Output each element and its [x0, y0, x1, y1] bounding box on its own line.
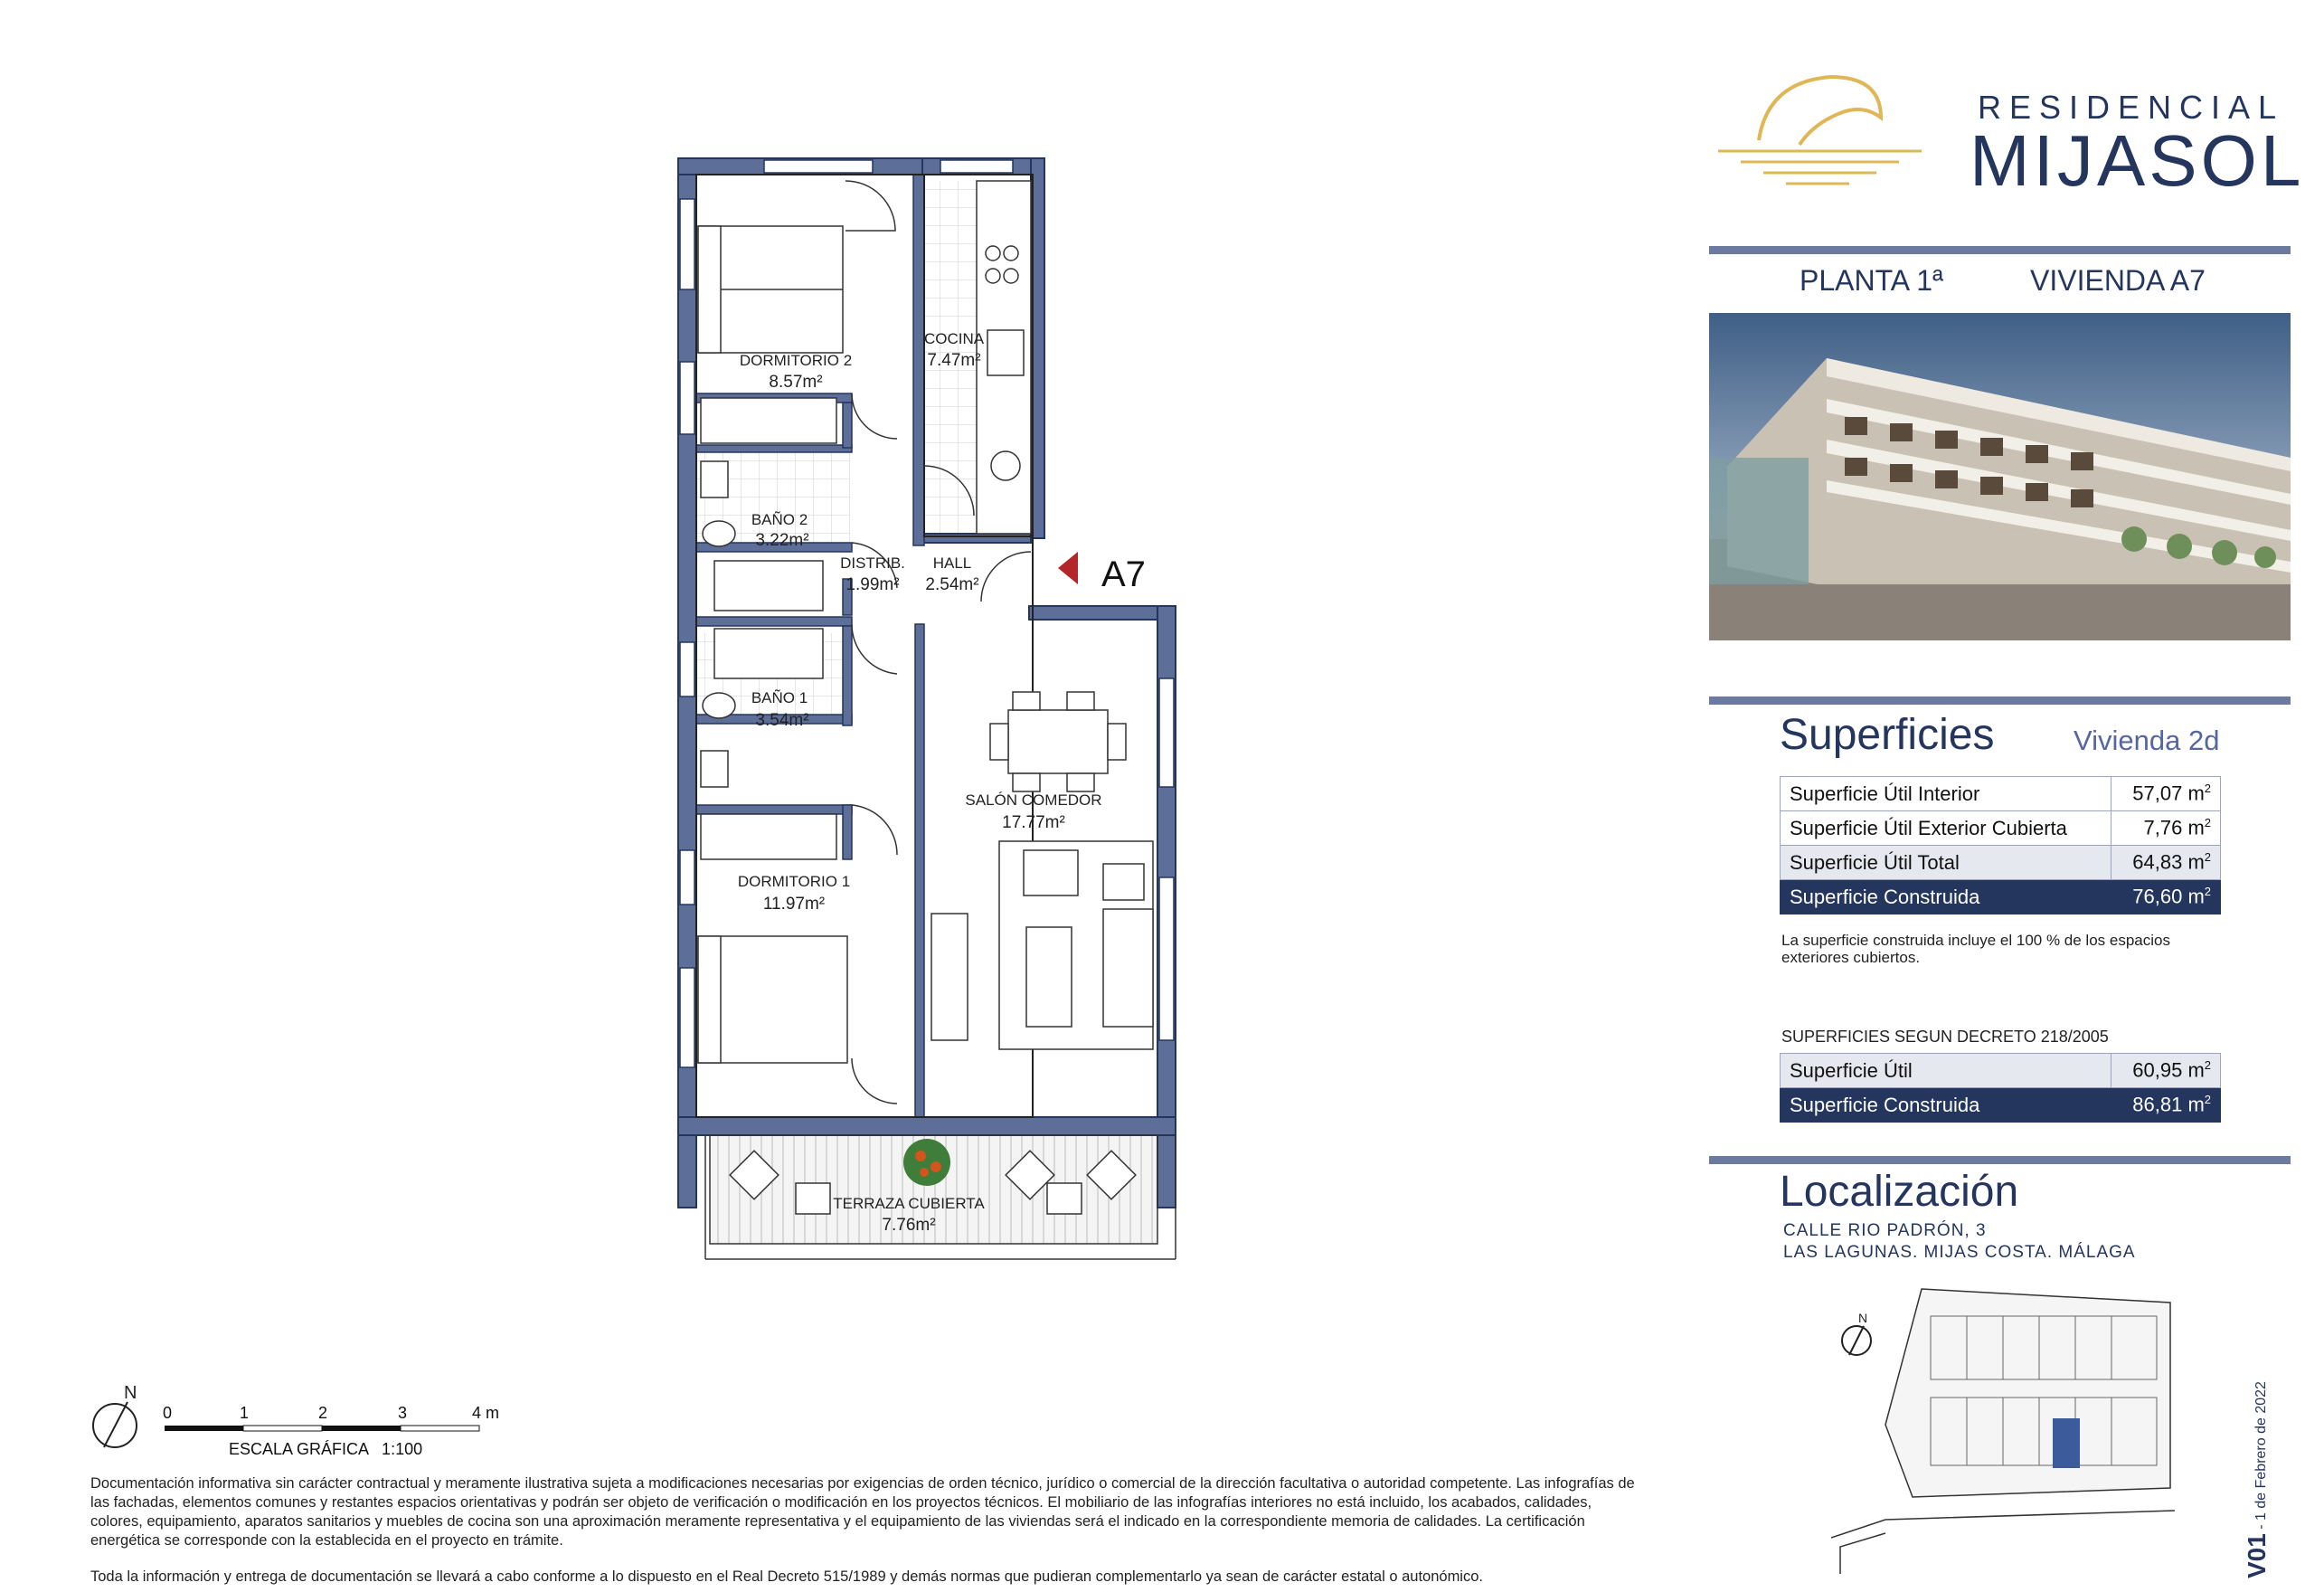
- bano2-name: BAÑO 2: [751, 511, 808, 528]
- distrib-area: 1.99m²: [846, 575, 900, 594]
- dormitorio2-area: 8.57m²: [769, 373, 823, 392]
- plant-icon: [903, 1139, 950, 1186]
- divider: [1709, 696, 2291, 705]
- floor-title: PLANTA 1ª: [1800, 264, 1943, 297]
- table-row: Superficie Útil Total 64,83 $m^2$: [1781, 846, 2221, 880]
- version-label: V01 - 1 de Febrero de 2022: [2243, 1381, 2271, 1578]
- table-row: Superficie Construida 86,81 $m^2$: [1781, 1088, 2221, 1123]
- building-render: [1709, 313, 2291, 640]
- floor-plan: [669, 154, 1194, 1275]
- bed-dormitorio2: [698, 226, 843, 353]
- superficies-subtitle: Vivienda 2d: [2074, 725, 2220, 756]
- scale-tick: 4 m: [472, 1404, 500, 1422]
- table-row: Superficie Construida 76,60 $m^2$: [1781, 880, 2221, 914]
- sun-wave-logo-icon: [1714, 68, 1931, 194]
- scale-bar: [163, 1424, 488, 1435]
- kitchen-counter: [977, 181, 1031, 534]
- scale-tick: 1: [240, 1404, 250, 1422]
- cocina-area: 7.47m²: [927, 351, 981, 370]
- superficies-title: Superficies: [1780, 711, 1995, 759]
- svg-text:N: N: [124, 1383, 137, 1403]
- bed-dormitorio1: [698, 936, 847, 1063]
- table-row: Superficie Útil 60,95 $m^2$: [1781, 1054, 2221, 1088]
- decreto-title: SUPERFICIES SEGUN DECRETO 218/2005: [1781, 1028, 2109, 1046]
- hall-name: HALL: [932, 554, 972, 572]
- brand-residencial: RESIDENCIAL: [1978, 89, 2285, 126]
- bano2-area: 3.22m²: [755, 531, 809, 550]
- divider: [1709, 1156, 2291, 1164]
- salon-name: SALÓN COMEDOR: [965, 791, 1102, 809]
- hall-area: 2.54m²: [925, 575, 979, 594]
- bano1-area: 3.54m²: [755, 711, 809, 730]
- disclaimer-text: Documentación informativa sin carácter contractual y meramente ilustrativa sujeta a modificaciones necesarias por exigencias de orden técnico, jurídico o comercial de la dirección facultativa o autoridad competente. Las infografías de las fachadas, elementos comunes y restantes espacios orientativas y podrán ser objeto de verificación o modificación en los proyectos técnicos. El mobiliario de las infografías interiores no está incluido, los acabados, calidades, colores, equipamiento, aparatos sanitarios y muebles de cocina son una aproximación meramente representativa y el equipamiento de las viviendas será el indicado en la correspondiente memoria de calidades. La certificación energética se corresponde con la establecida en el proyecto en trámite.: [90, 1475, 1635, 1549]
- dormitorio1-area: 11.97m²: [762, 895, 826, 914]
- terraza-name: TERRAZA CUBIERTA: [833, 1195, 985, 1212]
- address-line-2: LAS LAGUNAS. MIJAS COSTA. MÁLAGA: [1783, 1243, 2136, 1262]
- svg-text:N: N: [1858, 1311, 1868, 1325]
- scale-tick: 0: [163, 1404, 173, 1422]
- superficies-table: [1780, 776, 2221, 914]
- localizacion-title: Localización: [1780, 1168, 2019, 1216]
- entry-label: A7: [1101, 554, 1146, 594]
- salon-area: 17.77m²: [1002, 813, 1065, 832]
- compass-icon: [1842, 1311, 1871, 1355]
- unit-title: VIVIENDA A7: [2030, 264, 2206, 297]
- superficies-note: La superficie construida incluye el 100 % de los espacios exteriores cubiertos.: [1781, 932, 2170, 966]
- bano1-name: BAÑO 1: [751, 689, 808, 706]
- scale-tick: 3: [398, 1404, 408, 1422]
- disclaimer-legal: Toda la información y entrega de documentación se llevará a cabo conforme a lo dispuesto en el Real Decreto 515/1989 y demás normas que pudieran complementarlo ya sean de carácter estatal o autonómico.: [90, 1568, 1483, 1585]
- dormitorio1-name: DORMITORIO 1: [737, 873, 851, 890]
- scale-tick: 2: [318, 1404, 328, 1422]
- scale-label: ESCALA GRÁFICA 1:100: [229, 1440, 423, 1458]
- cocina-name: COCINA: [923, 330, 985, 347]
- table-row: Superficie Útil Exterior Cubierta 7,76 $m^2$: [1781, 811, 2221, 846]
- decreto-table: [1780, 1053, 2221, 1123]
- table-row: Superficie Útil Interior 57,07 $m^2$: [1781, 777, 2221, 811]
- terraza-area: 7.76m²: [882, 1216, 936, 1235]
- address-line-1: CALLE RIO PADRÓN, 3: [1783, 1221, 1987, 1240]
- site-map: [1831, 1284, 2193, 1574]
- unit-highlight: [2053, 1418, 2080, 1468]
- brand-mijasol: MIJASOL: [1970, 120, 2305, 201]
- dormitorio2-name: DORMITORIO 2: [739, 352, 853, 369]
- divider: [1709, 246, 2291, 254]
- distrib-name: DISTRIB.: [840, 554, 905, 572]
- compass-icon: [86, 1375, 158, 1452]
